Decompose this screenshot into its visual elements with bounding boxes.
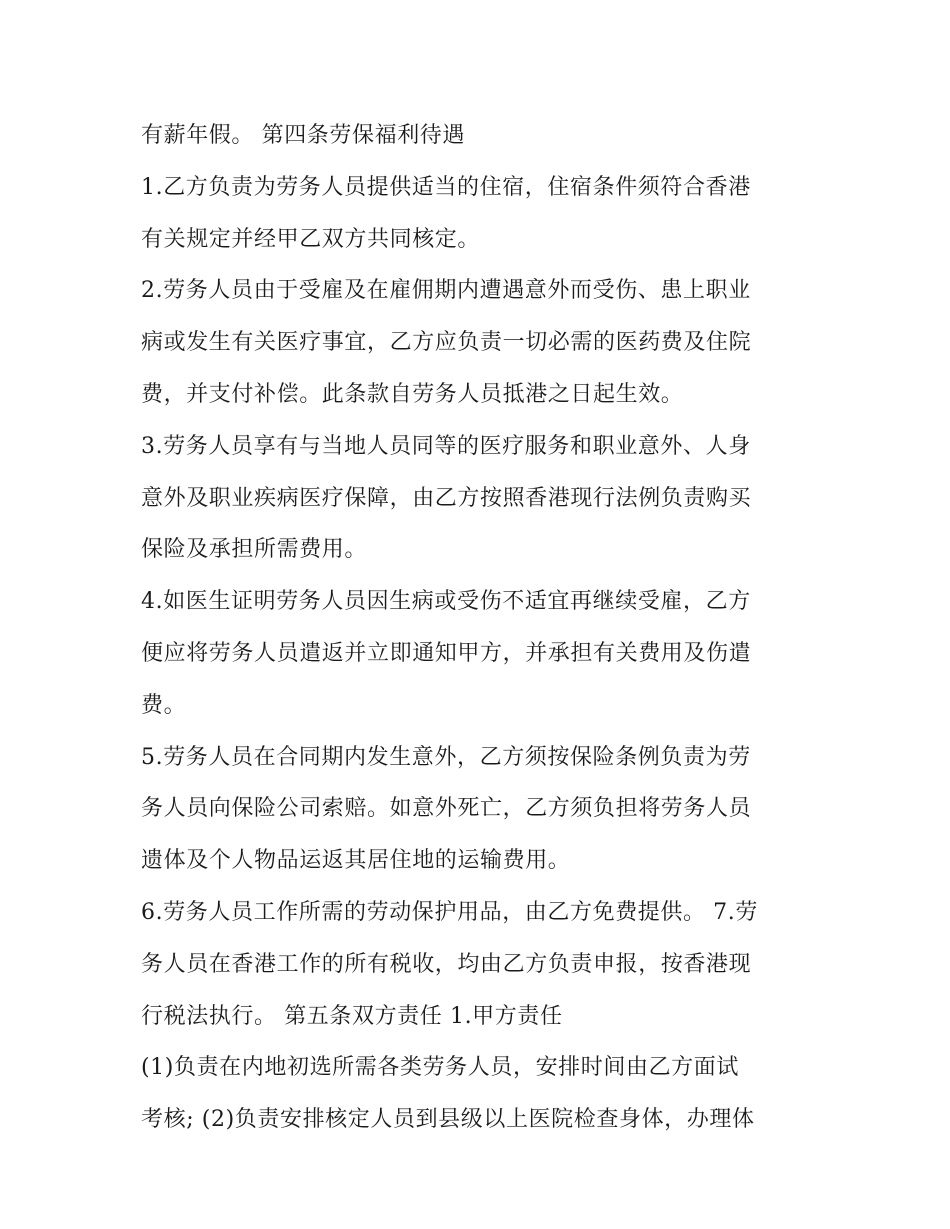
text-line: 便应将劳务人员遣返并立即通知甲方，并承担有关费用及伤遣	[141, 640, 752, 666]
text-line: 务人员在香港工作的所有税收，均由乙方负责申报，按香港现	[141, 951, 752, 977]
text-line: 考核; (2)负责安排核定人员到县级以上医院检查身体，办理体	[141, 1107, 755, 1133]
text-line: 意外及职业疾病医疗保障，由乙方按照香港现行法例负责购买	[141, 485, 752, 511]
text-line: 4.如医生证明劳务人员因生病或受伤不适宜再继续受雇，乙方	[141, 589, 751, 615]
document-body	[141, 110, 821, 1146]
text-line: 费。	[141, 692, 187, 718]
text-line: 2.劳务人员由于受雇及在雇佣期内遭遇意外而受伤、患上职业	[141, 278, 751, 304]
text-line: 1.乙方负责为劳务人员提供适当的住宿，住宿条件须符合香港	[141, 174, 751, 200]
text-line: (1)负责在内地初选所需各类劳务人员，安排时间由乙方面试	[141, 1055, 739, 1081]
text-line: 有关规定并经甲乙双方共同核定。	[141, 226, 481, 252]
text-line: 遗体及个人物品运返其居住地的运输费用。	[141, 848, 571, 874]
text-line: 费，并支付补偿。此条款自劳务人员抵港之日起生效。	[141, 381, 684, 407]
text-line: 务人员向保险公司索赔。如意外死亡，乙方须负担将劳务人员	[141, 796, 752, 822]
text-line: 3.劳务人员享有与当地人员同等的医疗服务和职业意外、人身	[141, 433, 751, 459]
text-line: 6.劳务人员工作所需的劳动保护用品，由乙方免费提供。 7.劳	[141, 899, 758, 925]
text-line: 行税法执行。 第五条双方责任 1.甲方责任	[141, 1003, 563, 1029]
text-line: 有薪年假。 第四条劳保福利待遇	[141, 123, 465, 148]
text-line: 5.劳务人员在合同期内发生意外，乙方须按保险条例负责为劳	[141, 744, 751, 770]
text-line: 病或发生有关医疗事宜，乙方应负责一切必需的医药费及住院	[141, 330, 752, 356]
text-line: 保险及承担所需费用。	[141, 537, 368, 563]
